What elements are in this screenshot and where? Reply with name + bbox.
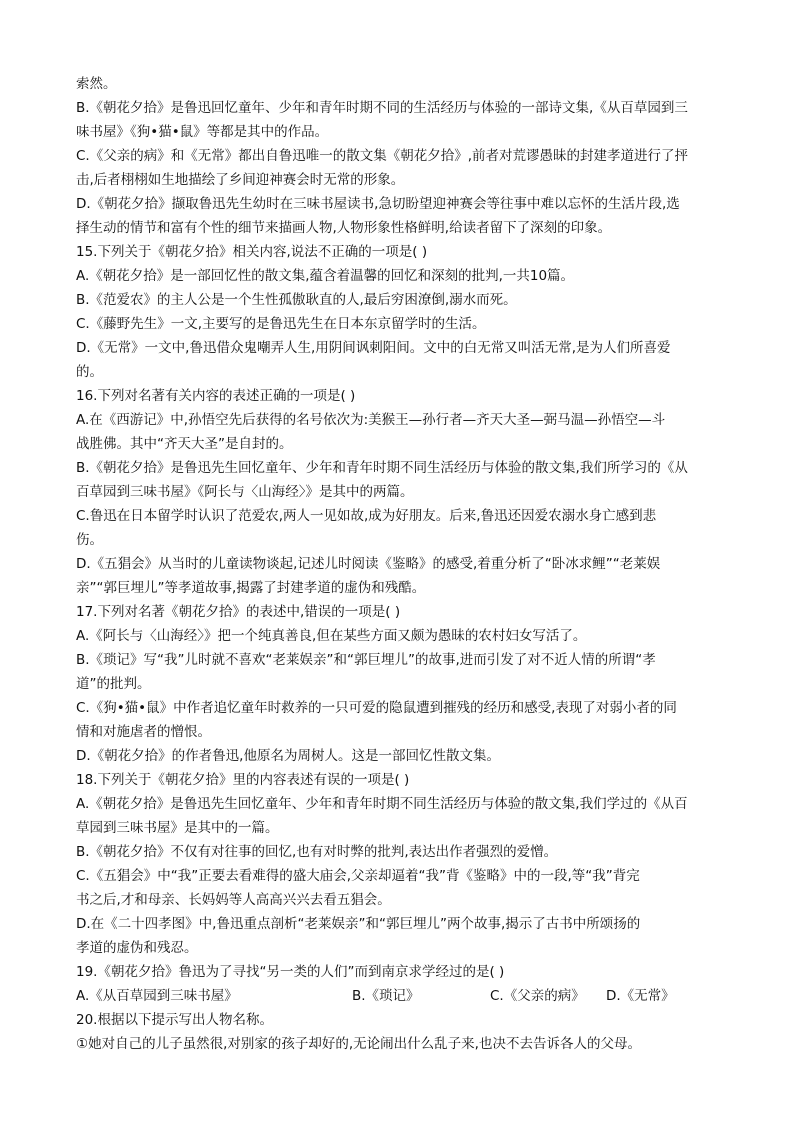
q19-option-b: B.《琐记》 [352, 988, 420, 1004]
question-16: 16.下列对名著有关内容的表述正确的一项是( ) [76, 388, 356, 404]
text-line: C.鲁迅在日本留学时认识了范爱农,两人一见如故,成为好朋友。后来,鲁迅还因爱农溺水身亡感到悲 [76, 508, 657, 524]
text-line: 亲”“郭巨埋儿”等孝道故事,揭露了封建孝道的虚伪和残酷。 [76, 580, 426, 596]
text-line: A.在《西游记》中,孙悟空先后获得的名号依次为:美猴王—孙行者—齐天大圣—弼马温—孙悟空—斗 [76, 412, 666, 428]
text-line: B.《朝花夕拾》是鲁迅回忆童年、少年和青年时期不同的生活经历与体验的一部诗文集,《从百草园到三 [76, 100, 688, 116]
question-20: 20.根据以下提示写出人物名称。 [76, 1012, 273, 1028]
text-line: C.《五猖会》中“我”正要去看难得的盛大庙会,父亲却逼着“我”背《鉴略》中的一段,等“我”背完 [76, 868, 640, 884]
text-line: A.《朝花夕拾》是鲁迅先生回忆童年、少年和青年时期不同生活经历与体验的散文集,我们学过的《从百 [76, 796, 688, 812]
text-line: D.《朝花夕拾》撷取鲁迅先生幼时在三味书屋读书,急切盼望迎神赛会等往事中难以忘怀的生活片段,选 [76, 196, 680, 212]
text-line: ①她对自己的儿子虽然很,对别家的孩子却好的,无论闹出什么乱子来,也决不去告诉各人的父母。 [76, 1036, 641, 1052]
question-15: 15.下列关于《朝花夕拾》相关内容,说法不正确的一项是( ) [76, 244, 428, 260]
q19-option-a: A.《从百草园到三味书屋》 [76, 988, 238, 1004]
text-line: 孝道的虚伪和残忍。 [76, 940, 198, 956]
text-line: D.在《二十四孝图》中,鲁迅重点剖析“老莱娱亲”和“郭巨埋儿”两个故事,揭示了古书中所颂扬的 [76, 916, 641, 932]
text-line: 伤。 [76, 532, 103, 548]
text-line: 书之后,才和母亲、长妈妈等人高高兴兴去看五猖会。 [76, 892, 391, 908]
text-line: D.《朝花夕拾》的作者鲁迅,他原名为周树人。这是一部回忆性散文集。 [76, 748, 500, 764]
text-line: 择生动的情节和富有个性的细节来描画人物,人物形象性格鲜明,给读者留下了深刻的印象。 [76, 220, 612, 236]
text-line: D.《五猖会》从当时的儿童读物谈起,记述儿时阅读《鉴略》的感受,着重分析了“卧冰求鲤”“老莱娱 [76, 556, 661, 572]
text-line: 草园到三味书屋》是其中的一篇。 [76, 820, 279, 836]
text-line: C.《狗•猫•鼠》中作者追忆童年时救养的一只可爱的隐鼠遭到摧残的经历和感受,表现了对弱小者的同 [76, 700, 677, 716]
q19-option-c: C.《父亲的病》 [490, 988, 585, 1004]
question-17: 17.下列对名著《朝花夕拾》的表述中,错误的一项是( ) [76, 604, 401, 620]
text-line: C.《藤野先生》一文,主要写的是鲁迅先生在日本东京留学时的生活。 [76, 316, 486, 332]
text-line: D.《无常》一文中,鲁迅借众鬼嘲弄人生,用阴间讽刺阳间。文中的白无常又叫活无常,是为人们所喜爱 [76, 340, 671, 356]
text-line: B.《朝花夕拾》是鲁迅先生回忆童年、少年和青年时期不同生活经历与体验的散文集,我们所学习的《从 [76, 460, 688, 476]
text-line: 战胜佛。其中“齐天大圣”是自封的。 [76, 436, 293, 452]
q19-option-d: D.《无常》 [606, 988, 675, 1004]
question-18: 18.下列关于《朝花夕拾》里的内容表述有误的一项是( ) [76, 772, 410, 788]
text-line: 百草园到三味书屋》《阿长与〈山海经〉》是其中的两篇。 [76, 484, 414, 500]
text-line: 道”的批判。 [76, 676, 151, 692]
text-line: 击,后者栩栩如生地描绘了乡间迎神赛会时无常的形象。 [76, 172, 405, 188]
text-line: B.《琐记》写“我”儿时就不喜欢“老莱娱亲”和“郭巨埋儿”的故事,进而引发了对不近人情的所谓“孝 [76, 652, 656, 668]
text-line: B.《朝花夕拾》不仅有对往事的回忆,也有对时弊的批判,表达出作者强烈的爱憎。 [76, 844, 558, 860]
text-line: A.《朝花夕拾》是一部回忆性的散文集,蕴含着温馨的回忆和深刻的批判,一共10篇。 [76, 268, 575, 284]
text-line: A.《阿长与〈山海经〉》把一个纯真善良,但在某些方面又颇为愚昧的农村妇女写活了。 [76, 628, 587, 644]
text-line: C.《父亲的病》和《无常》都出自鲁迅唯一的散文集《朝花夕拾》,前者对荒谬愚昧的封建孝道进行了抨 [76, 148, 689, 164]
text-line: B.《范爱农》的主人公是一个生性孤傲耿直的人,最后穷困潦倒,溺水而死。 [76, 292, 517, 308]
text-line: 情和对施虐者的憎恨。 [76, 724, 211, 740]
text-line: 索然。 [76, 76, 117, 92]
text-line: 的。 [76, 364, 103, 380]
question-19: 19.《朝花夕拾》鲁迅为了寻找“另一类的人们”而到南京求学经过的是( ) [76, 964, 505, 980]
text-line: 味书屋》《狗•猫•鼠》等都是其中的作品。 [76, 124, 329, 140]
